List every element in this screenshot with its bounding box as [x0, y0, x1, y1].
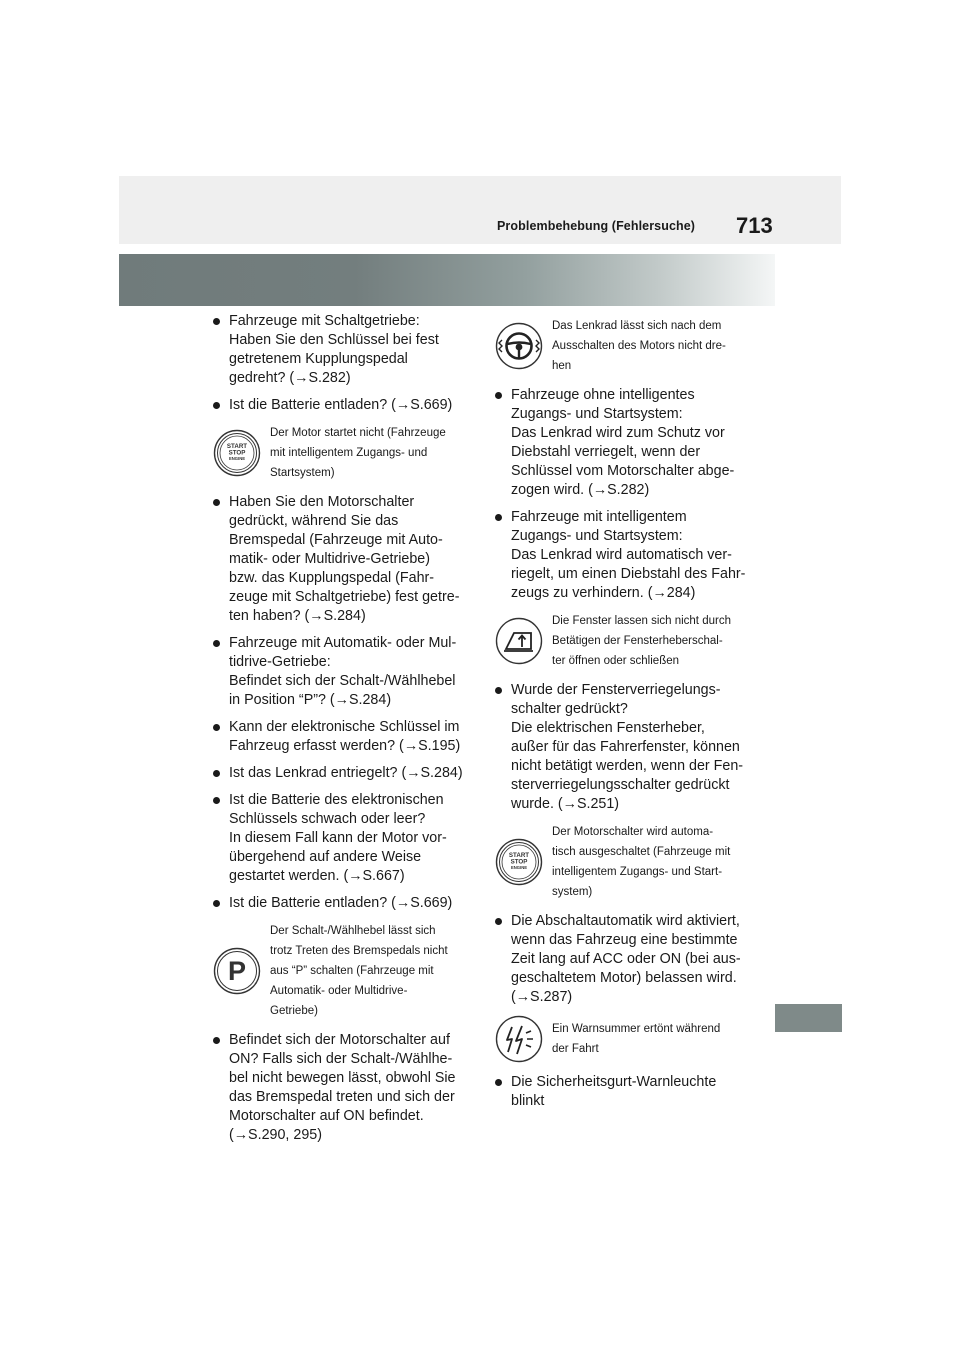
symptom-text: Der Motorschalter wird automa- tisch ausgeschaltet (Fahrzeuge mit intelligentem Zugangs- und Start- system) [552, 826, 731, 898]
page-number: 713 [736, 213, 773, 238]
symptom-heading [495, 822, 757, 902]
bullet-item: Kann der elektronische Schlüssel im Fahrzeug erfasst werden? (→S.195) [213, 718, 473, 756]
symptom-text: Der Motor startet nicht (Fahrzeuge mit intelligentem Zugangs- und Startsystem) [270, 427, 446, 479]
section-title: Problembehebung (Fehlersuche) [497, 219, 696, 233]
bullet-item: Fahrzeuge ohne intelligentes Zugangs- und Startsystem: Das Lenkrad wird zum Schutz vor Diebstahl verriegelt, wenn der Schlüssel vom Motorschalter abge- zogen wird. (→S.282) [495, 386, 757, 500]
symptom-text: Ein Warnsummer ertönt während der Fahrt [552, 1023, 721, 1055]
icon-label: START [226, 443, 248, 450]
bullet-item: Die Sicherheitsgurt-Warnleuchte blinkt [495, 1073, 757, 1111]
park-p-icon [213, 947, 261, 995]
symptom-heading [495, 1015, 757, 1063]
bullet-item: Befindet sich der Motorschalter auf ON? Falls sich der Schalt-/Wählhe- bel nicht bewegen lässt, obwohl Sie das Bremspedal treten und sich der Motorschalter auf ON befindet. (→S.290, 295) [213, 1031, 473, 1145]
start-stop-engine-icon [213, 429, 261, 477]
icon-label: ENGINE [228, 456, 246, 461]
steering-wheel-icon [495, 322, 543, 370]
warning-buzzer-icon [495, 1015, 543, 1063]
right-column [495, 312, 757, 1119]
power-window-icon [495, 617, 543, 665]
bullet-item: Ist das Lenkrad entriegelt? (→S.284) [213, 764, 473, 783]
bullet-item: Fahrzeuge mit Automatik- oder Mul- tidrive-Getriebe: Befindet sich der Schalt-/Wählhebel in Position “P”? (→S.284) [213, 634, 473, 710]
symptom-text: Die Fenster lassen sich nicht durch Betätigen der Fensterheberschal- ter öffnen oder schließen [552, 615, 731, 667]
bullet-item: Fahrzeuge mit intelligentem Zugangs- und Startsystem: Das Lenkrad wird automatisch ver- riegelt, um einen Diebstahl des Fahr- zeugs zu verhindern. (→284) [495, 508, 757, 603]
symptom-heading [213, 921, 473, 1021]
symptom-heading [495, 611, 757, 671]
icon-label: START [508, 852, 530, 859]
bullet-item: Wurde der Fensterverriegelungs- schalter gedrückt? Die elektrischen Fensterheber, außer für das Fahrerfenster, können nicht betätigt werden, wenn der Fen- sterverriegelungsschalter gedrückt wurde. (→S.251) [495, 681, 757, 814]
icon-label: ENGINE [510, 865, 528, 870]
symptom-heading [495, 316, 757, 376]
symptom-heading [213, 423, 473, 483]
icon-label: STOP [510, 858, 528, 866]
start-stop-engine-icon [495, 838, 543, 886]
bullet-item: Fahrzeuge mit Schaltgetriebe: Haben Sie den Schlüssel bei fest getretenem Kupplungspedal gedreht? (→S.282) [213, 312, 473, 388]
icon-label: P [227, 956, 247, 986]
header-band [119, 176, 841, 244]
chapter-gradient-bar [119, 254, 775, 306]
icon-label: STOP [228, 449, 246, 457]
left-column [213, 312, 473, 1153]
chapter-side-tab [775, 1004, 842, 1032]
symptom-text: Der Schalt-/Wählhebel lässt sich trotz Treten des Bremspedals nicht aus “P” schalten (Fahrzeuge mit Automatik- oder Multidrive- Getriebe) [270, 925, 448, 1017]
bullet-item: Ist die Batterie entladen? (→S.669) [213, 894, 473, 913]
bullet-item: Ist die Batterie des elektronischen Schlüssels schwach oder leer? In diesem Fall kann der Motor vor- übergehend auf andere Weise gestartet werden. (→S.667) [213, 791, 473, 886]
bullet-item: Haben Sie den Motorschalter gedrückt, während Sie das Bremspedal (Fahrzeuge mit Auto- matik- oder Multidrive-Getriebe) bzw. das Kupplungspedal (Fahr- zeuge mit Schaltgetriebe) fest getre- ten haben? (→S.284) [213, 493, 473, 626]
bullet-item: Ist die Batterie entladen? (→S.669) [213, 396, 473, 415]
bullet-item: Die Abschaltautomatik wird aktiviert, wenn das Fahrzeug eine bestimmte Zeit lang auf ACC oder ON (bei aus- geschaltetem Motor) belassen wird. (→S.287) [495, 912, 757, 1007]
symptom-text: Das Lenkrad lässt sich nach dem Ausschalten des Motors nicht dre- hen [552, 320, 726, 372]
